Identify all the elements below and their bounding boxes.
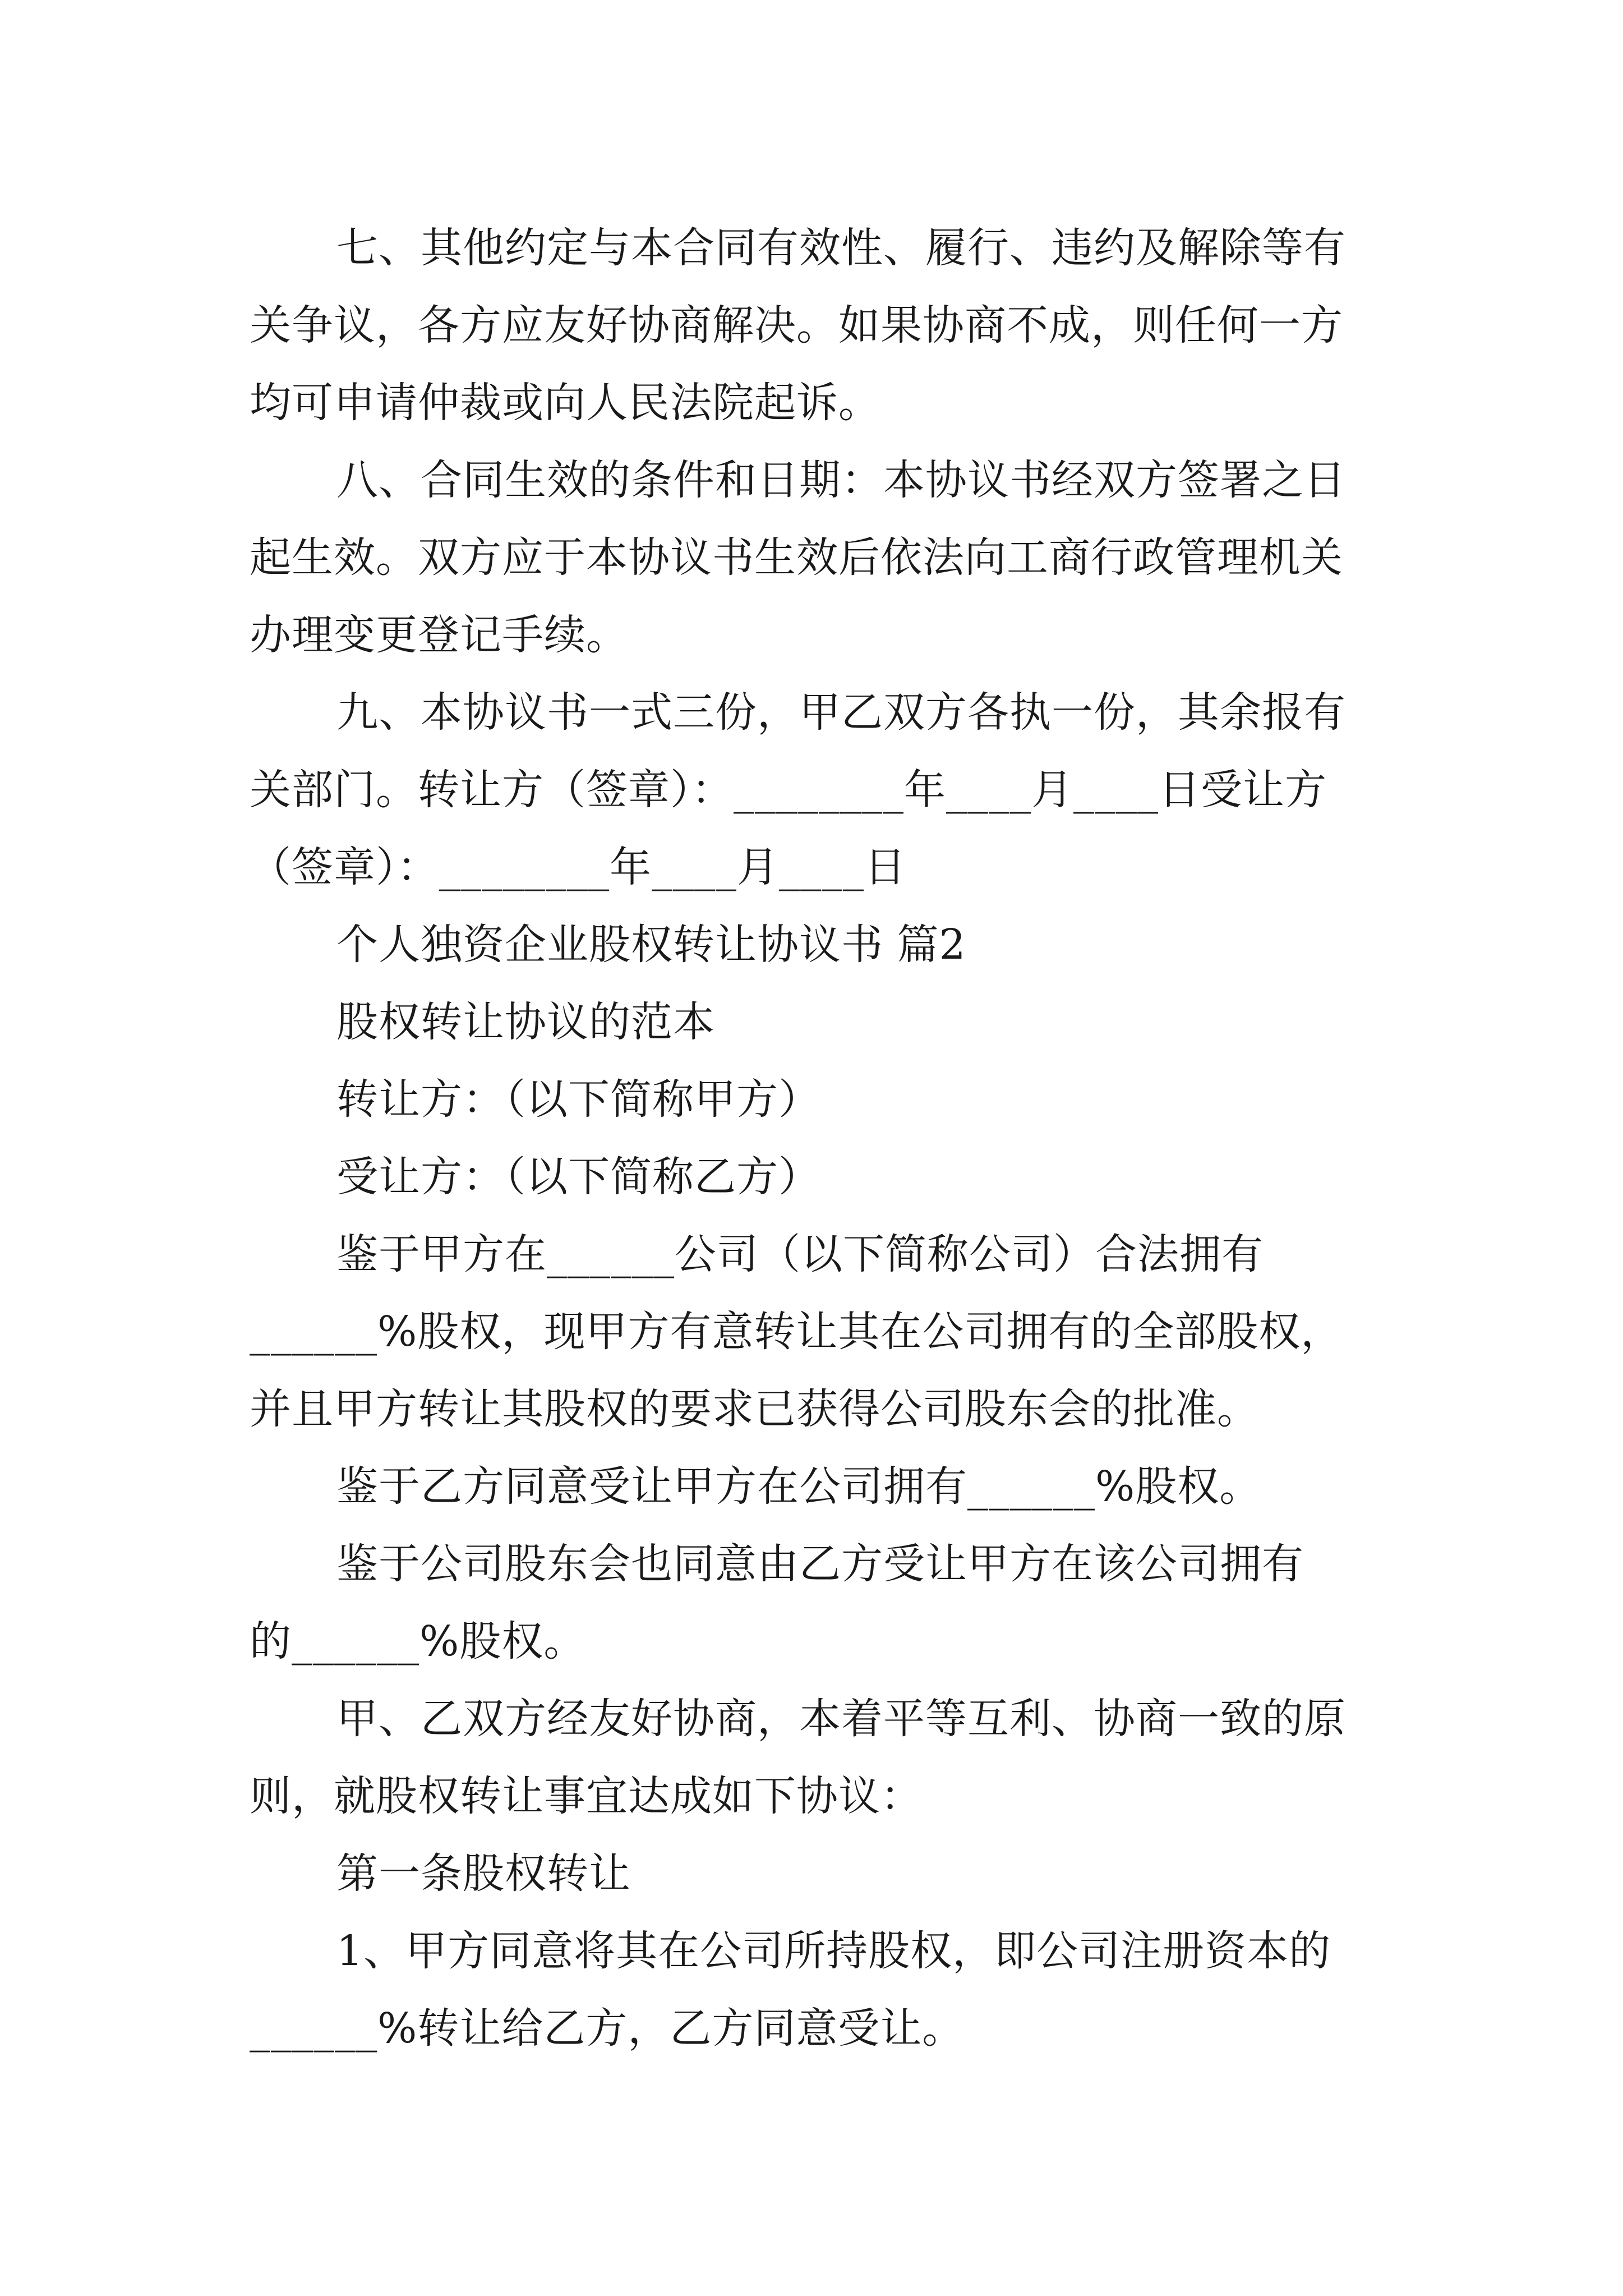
whereas-1-line-1: 鉴于甲方在______公司（以下简称公司）合法拥有 xyxy=(336,1230,1264,1278)
transferor-line: 转让方：（以下简称甲方） xyxy=(336,1075,820,1124)
paragraph-7-line-1: 七、其他约定与本合同有效性、履行、违约及解除等有 xyxy=(336,224,1346,272)
paragraph-7-line-3: 均可申请仲裁或向人民法院起诉。 xyxy=(250,379,880,427)
whereas-2-line-1: 鉴于乙方同意受让甲方在公司拥有______%股权。 xyxy=(336,1462,1262,1511)
paragraph-8-line-3: 办理变更登记手续。 xyxy=(250,611,628,659)
section-subtitle: 股权转让协议的范本 xyxy=(336,998,715,1046)
paragraph-8-line-2: 起生效。双方应于本协议书生效后依法向工商行政管理机关 xyxy=(250,533,1343,582)
transferee-line: 受让方：（以下简称乙方） xyxy=(336,1153,820,1201)
paragraph-9-line-3: （签章）：________年____月____日 xyxy=(250,843,906,891)
agreement-intro-line-1: 甲、乙双方经友好协商，本着平等互利、协商一致的原 xyxy=(336,1695,1346,1743)
article-1-heading: 第一条股权转让 xyxy=(336,1849,631,1898)
whereas-3-line-2: 的______%股权。 xyxy=(250,1617,586,1665)
article-1-clause-1-line-2: ______%转让给乙方，乙方同意受让。 xyxy=(250,2004,965,2053)
whereas-1-line-3: 并且甲方转让其股权的要求已获得公司股东会的批准。 xyxy=(250,1385,1259,1433)
section-heading: 个人独资企业股权转让协议书 篇2 xyxy=(336,921,966,969)
paragraph-7-line-2: 关争议，各方应友好协商解决。如果协商不成，则任何一方 xyxy=(250,301,1343,349)
article-1-clause-1-line-1: 1、甲方同意将其在公司所持股权，即公司注册资本的 xyxy=(336,1927,1331,1975)
paragraph-9-line-2: 关部门。转让方（签章）：________年____月____日受让方 xyxy=(250,766,1327,814)
whereas-3-line-1: 鉴于公司股东会也同意由乙方受让甲方在该公司拥有 xyxy=(336,1540,1304,1588)
paragraph-9-line-1: 九、本协议书一式三份，甲乙双方各执一份，其余报有 xyxy=(336,688,1346,737)
paragraph-8-line-1: 八、合同生效的条件和日期：本协议书经双方签署之日 xyxy=(336,456,1346,504)
whereas-1-line-2: ______%股权，现甲方有意转让其在公司拥有的全部股权， xyxy=(250,1308,1343,1356)
agreement-intro-line-2: 则，就股权转让事宜达成如下协议： xyxy=(250,1772,923,1820)
